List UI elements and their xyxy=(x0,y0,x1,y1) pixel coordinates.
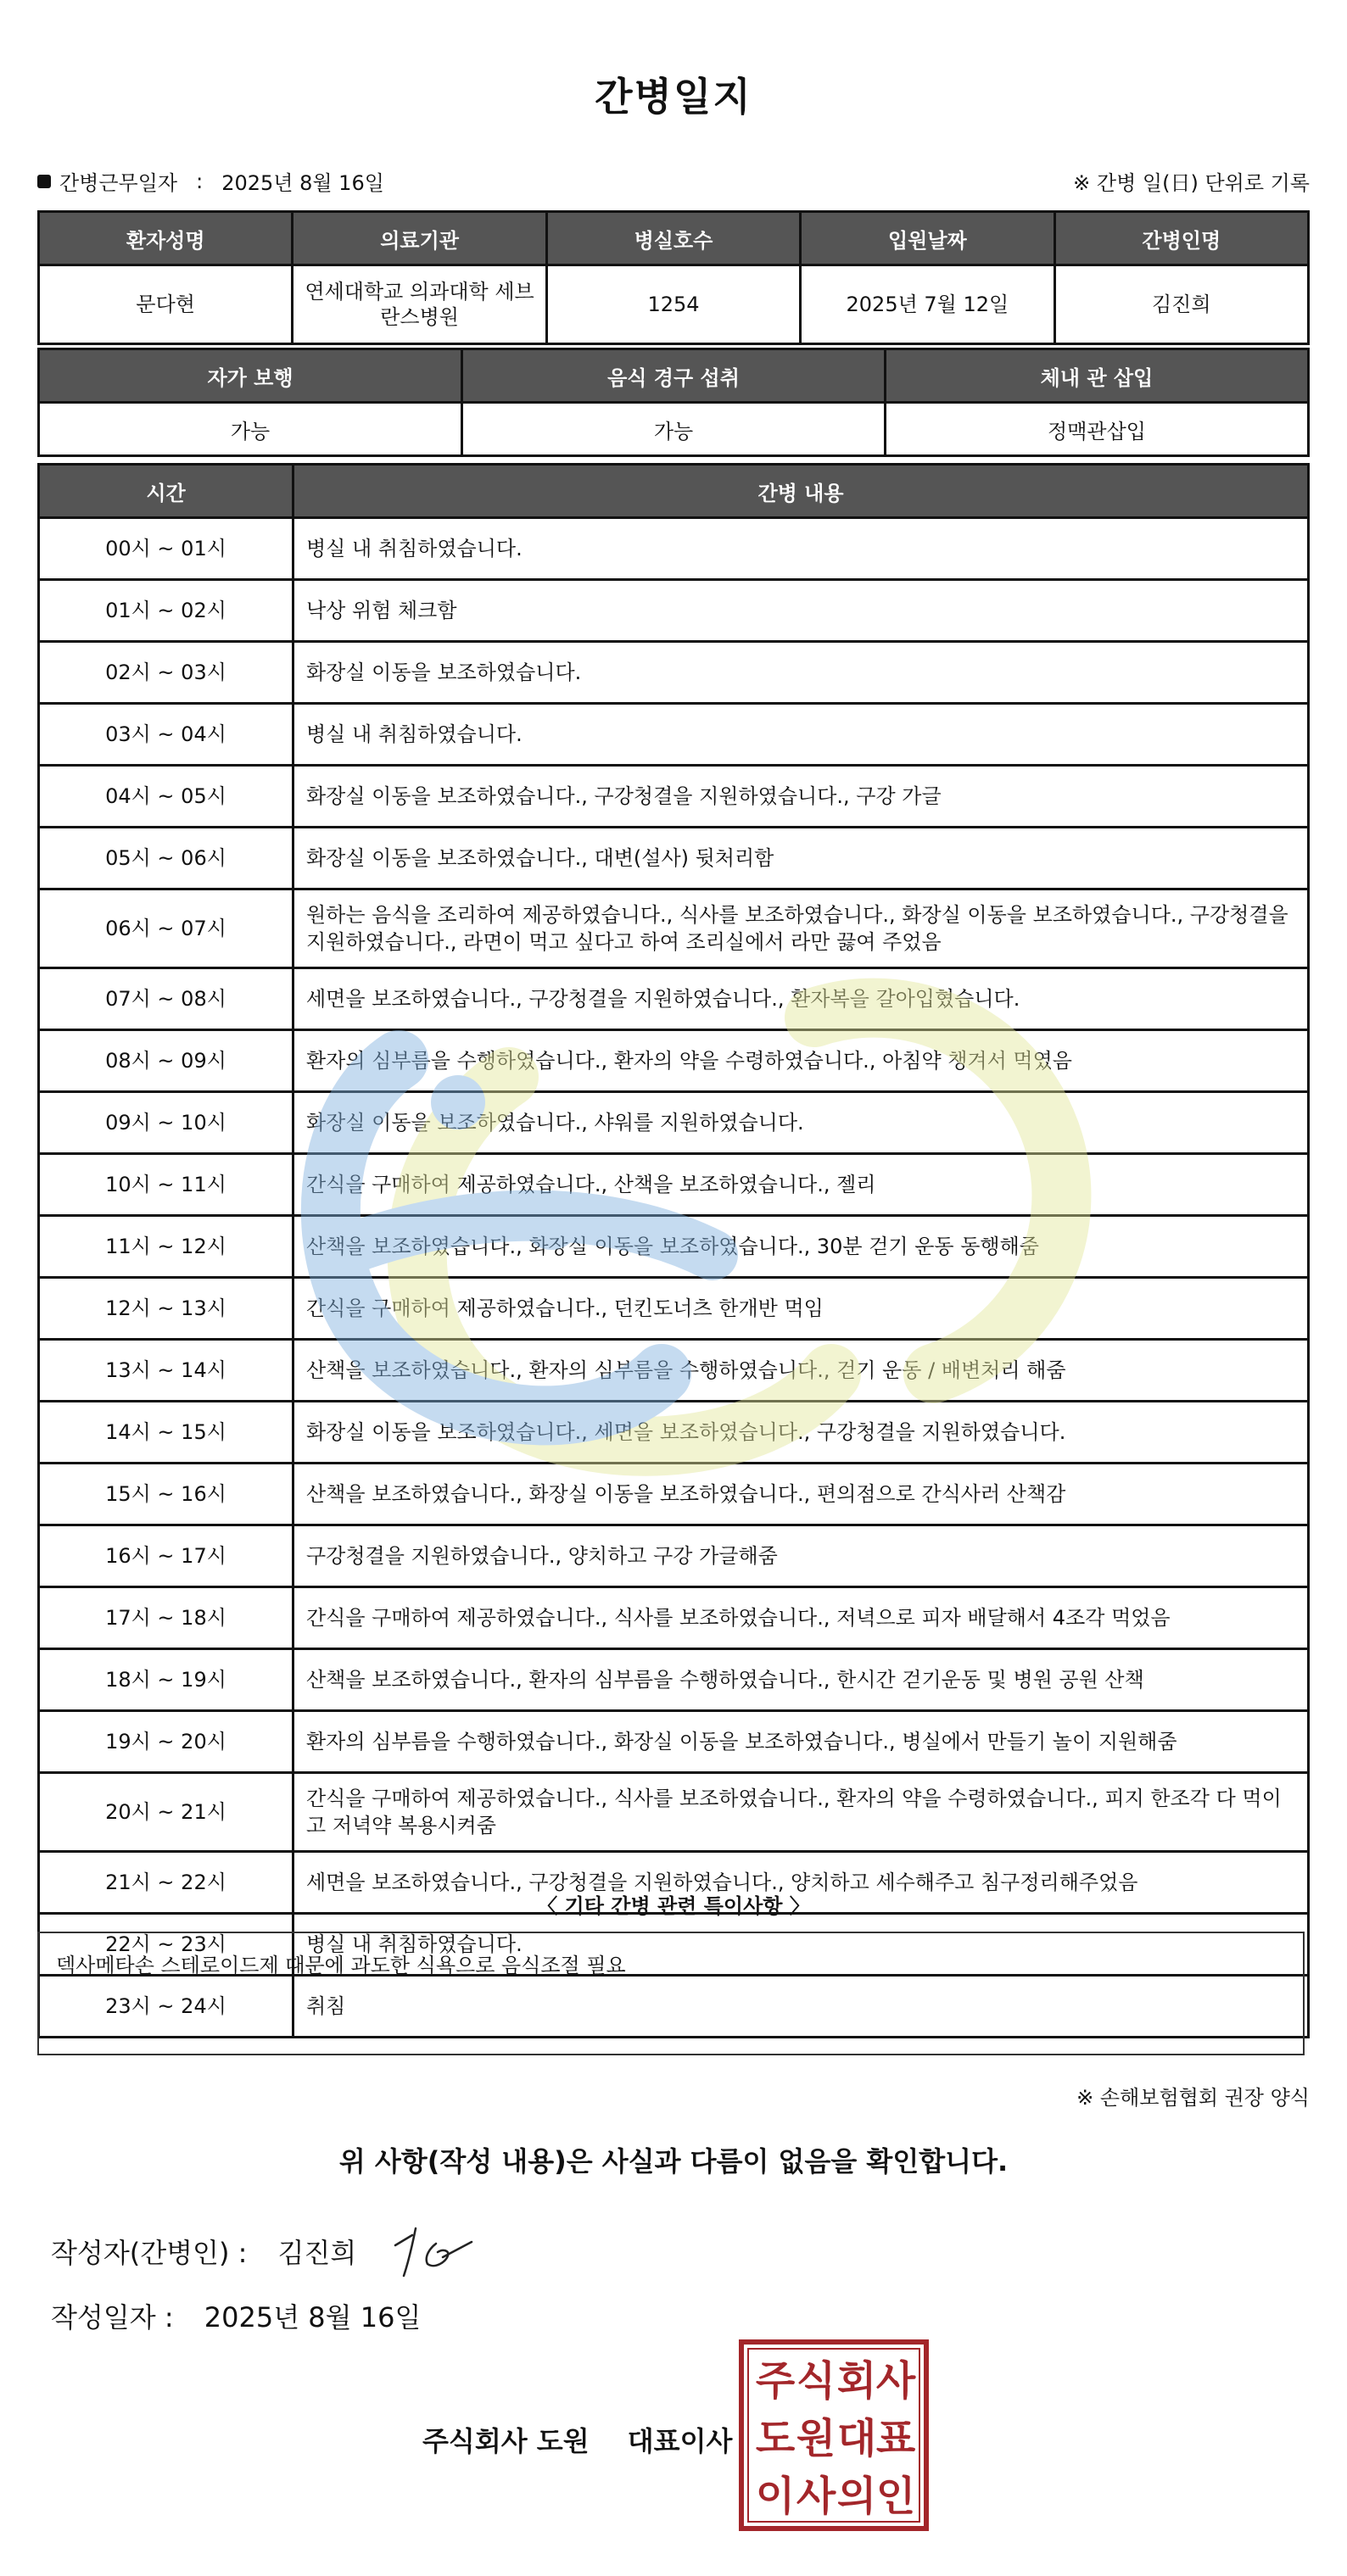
time-cell: 02시 ~ 03시 xyxy=(39,642,293,704)
table-row xyxy=(39,968,1309,1030)
content-cell: 화장실 이동을 보조하였습니다. xyxy=(293,642,1309,704)
patient-info-table xyxy=(37,210,1310,345)
time-cell: 06시 ~ 07시 xyxy=(39,889,293,968)
svg-text:대: 대 xyxy=(836,2415,877,2462)
hospital-name: 연세대학교 의과대학 세브란스병원 xyxy=(293,265,546,344)
svg-text:사: 사 xyxy=(875,2357,916,2405)
patient-info-value-row xyxy=(39,265,1309,344)
unit-note: ※ 간병 일(日) 단위로 기록 xyxy=(1073,171,1310,195)
time-cell: 04시 ~ 05시 xyxy=(39,766,293,828)
svg-text:의: 의 xyxy=(836,2473,877,2520)
time-cell: 23시 ~ 24시 xyxy=(39,1976,293,2038)
content-cell: 원하는 음식을 조리하여 제공하였습니다., 식사를 보조하였습니다., 화장실 이동을 보조하였습니다., 구강청결을 지원하였습니다., 라면이 먹고 싶다고 하여 조리실에서 라만 끓여 주었음 xyxy=(293,889,1309,968)
content-cell: 세면을 보조하였습니다., 구강청결을 지원하였습니다., 양치하고 세수해주고 침구정리해주었음 xyxy=(293,1852,1309,1914)
room-number: 1254 xyxy=(546,265,800,344)
header-hospital: 의료기관 xyxy=(293,212,546,265)
table-row xyxy=(39,1587,1309,1649)
caregiver-name: 김진희 xyxy=(1054,265,1308,344)
table-row xyxy=(39,828,1309,889)
content-cell: 병실 내 취침하였습니다. xyxy=(293,1914,1309,1976)
patient-info-header-row xyxy=(39,212,1309,265)
company-signature-line xyxy=(422,2420,732,2459)
content-cell: 간식을 구매하여 제공하였습니다., 던킨도너츠 한개반 먹임 xyxy=(293,1278,1309,1340)
header-caregiver: 간병인명 xyxy=(1054,212,1308,265)
content-cell: 간식을 구매하여 제공하였습니다., 식사를 보조하였습니다., 환자의 약을 수령하였습니다., 피지 한조각 다 먹이고 저녁약 복용시켜줌 xyxy=(293,1773,1309,1852)
header-oral-intake: 음식 경구 섭취 xyxy=(462,349,886,403)
header-time: 시간 xyxy=(39,465,293,518)
care-log-table xyxy=(37,463,1310,2038)
time-cell: 11시 ~ 12시 xyxy=(39,1216,293,1278)
table-row xyxy=(39,1711,1309,1773)
table-row xyxy=(39,1216,1309,1278)
patient-status-value-row xyxy=(39,403,1309,456)
svg-text:도: 도 xyxy=(755,2415,796,2462)
content-cell: 화장실 이동을 보조하였습니다., 샤워를 지원하였습니다. xyxy=(293,1092,1309,1154)
writer-name: 김진희 xyxy=(277,2237,357,2269)
time-cell: 03시 ~ 04시 xyxy=(39,704,293,766)
svg-text:표: 표 xyxy=(875,2415,916,2462)
content-cell: 병실 내 취침하였습니다. xyxy=(293,704,1309,766)
time-cell: 10시 ~ 11시 xyxy=(39,1154,293,1216)
svg-text:주: 주 xyxy=(755,2357,796,2405)
admission-date: 2025년 7월 12일 xyxy=(801,265,1054,344)
table-row xyxy=(39,1464,1309,1525)
svg-text:회: 회 xyxy=(836,2357,877,2405)
notes-title: 〈 기타 간병 관련 특이사항 〉 xyxy=(537,1894,810,1918)
table-row xyxy=(39,518,1309,580)
header-tube-insertion: 체내 관 삽입 xyxy=(886,349,1309,403)
content-cell: 병실 내 취침하였습니다. xyxy=(293,518,1309,580)
time-cell: 12시 ~ 13시 xyxy=(39,1278,293,1340)
oral-intake-value: 가능 xyxy=(462,403,886,456)
patient-status-table xyxy=(37,348,1310,457)
time-cell: 05시 ~ 06시 xyxy=(39,828,293,889)
notes-box xyxy=(37,1932,1305,2055)
writer-row xyxy=(51,2232,356,2271)
svg-text:사: 사 xyxy=(796,2473,836,2520)
content-cell: 낙상 위험 체크함 xyxy=(293,580,1309,642)
representative-title: 대표이사 xyxy=(627,2425,733,2457)
written-date-label: 작성일자 : xyxy=(51,2301,174,2333)
work-date-separator: : xyxy=(196,169,204,193)
table-row xyxy=(39,1278,1309,1340)
content-cell: 취침 xyxy=(293,1976,1309,2038)
svg-text:이: 이 xyxy=(755,2473,796,2520)
content-cell: 환자의 심부름을 수행하였습니다., 화장실 이동을 보조하였습니다., 병실에서 만들기 놀이 지원해줌 xyxy=(293,1711,1309,1773)
written-date-row xyxy=(51,2296,421,2335)
bullet-square-icon xyxy=(37,175,51,188)
content-cell: 화장실 이동을 보조하였습니다., 세면을 보조하였습니다., 구강청결을 지원하였습니다. xyxy=(293,1402,1309,1464)
content-cell: 산책을 보조하였습니다., 환자의 심부름을 수행하였습니다., 한시간 걷기운동 및 병원 공원 산책 xyxy=(293,1649,1309,1711)
time-cell: 07시 ~ 08시 xyxy=(39,968,293,1030)
tube-insertion-value: 정맥관삽입 xyxy=(886,403,1309,456)
header-self-walking: 자가 보행 xyxy=(39,349,462,403)
content-cell: 간식을 구매하여 제공하였습니다., 식사를 보조하였습니다., 저녁으로 피자 배달해서 4조각 먹었음 xyxy=(293,1587,1309,1649)
content-cell: 세면을 보조하였습니다., 구강청결을 지원하였습니다., 환자복을 갈아입혔습니다. xyxy=(293,968,1309,1030)
time-cell: 08시 ~ 09시 xyxy=(39,1030,293,1092)
time-cell: 20시 ~ 21시 xyxy=(39,1773,293,1852)
table-row xyxy=(39,1525,1309,1587)
table-row xyxy=(39,704,1309,766)
notes-text: 덱사메타손 스테로이드제 때문에 과도한 식욕으로 음식조절 필요 xyxy=(56,1954,626,1977)
header-admission-date: 입원날짜 xyxy=(801,212,1054,265)
header-patient-name: 환자성명 xyxy=(39,212,293,265)
table-row xyxy=(39,1030,1309,1092)
svg-text:원: 원 xyxy=(796,2415,836,2462)
time-cell: 01시 ~ 02시 xyxy=(39,580,293,642)
header-care-content: 간병 내용 xyxy=(293,465,1309,518)
time-cell: 17시 ~ 18시 xyxy=(39,1587,293,1649)
content-cell: 화장실 이동을 보조하였습니다., 구강청결을 지원하였습니다., 구강 가글 xyxy=(293,766,1309,828)
time-cell: 15시 ~ 16시 xyxy=(39,1464,293,1525)
header-room: 병실호수 xyxy=(546,212,800,265)
work-date-label: 간병근무일자 xyxy=(59,171,178,195)
table-row xyxy=(39,580,1309,642)
content-cell: 산책을 보조하였습니다., 화장실 이동을 보조하였습니다., 편의점으로 간식사러 산책감 xyxy=(293,1464,1309,1525)
writer-label: 작성자(간병인) : xyxy=(51,2237,248,2269)
handwritten-signature xyxy=(387,2220,480,2281)
time-cell: 14시 ~ 15시 xyxy=(39,1402,293,1464)
svg-text:식: 식 xyxy=(796,2357,836,2405)
table-row xyxy=(39,1154,1309,1216)
content-cell: 구강청결을 지원하였습니다., 양치하고 구강 가글해줌 xyxy=(293,1525,1309,1587)
confirmation-statement: 위 사항(작성 내용)은 사실과 다름이 없음을 확인합니다. xyxy=(338,2145,1009,2177)
table-row xyxy=(39,1092,1309,1154)
content-cell: 환자의 심부름을 수행하였습니다., 환자의 약을 수령하였습니다., 아침약 챙겨서 먹였음 xyxy=(293,1030,1309,1092)
self-walking-value: 가능 xyxy=(39,403,462,456)
company-name: 주식회사 도원 xyxy=(422,2425,590,2457)
meta-row xyxy=(37,166,1310,197)
time-cell: 00시 ~ 01시 xyxy=(39,518,293,580)
care-log-header-row xyxy=(39,465,1309,518)
table-row xyxy=(39,766,1309,828)
table-row xyxy=(39,1649,1309,1711)
form-source-note: ※ 손해보험협회 권장 양식 xyxy=(1076,2086,1310,2110)
content-cell: 산책을 보조하였습니다., 환자의 심부름을 수행하였습니다., 걷기 운동 / 배변처리 해줌 xyxy=(293,1340,1309,1402)
svg-text:인: 인 xyxy=(875,2473,916,2520)
work-date-value: 2025년 8월 16일 xyxy=(221,171,384,195)
content-cell: 화장실 이동을 보조하였습니다., 대변(설사) 뒷처리함 xyxy=(293,828,1309,889)
table-row xyxy=(39,1773,1309,1852)
document-title: 간병일지 xyxy=(595,74,752,120)
content-cell: 산책을 보조하였습니다., 화장실 이동을 보조하였습니다., 30분 걷기 운동 동행해줌 xyxy=(293,1216,1309,1278)
company-seal-stamp xyxy=(738,2339,930,2532)
time-cell: 18시 ~ 19시 xyxy=(39,1649,293,1711)
patient-status-header-row xyxy=(39,349,1309,403)
table-row xyxy=(39,642,1309,704)
written-date-value: 2025년 8월 16일 xyxy=(204,2301,422,2333)
table-row xyxy=(39,1340,1309,1402)
patient-name: 문다현 xyxy=(39,265,293,344)
time-cell: 19시 ~ 20시 xyxy=(39,1711,293,1773)
table-row xyxy=(39,1402,1309,1464)
time-cell: 09시 ~ 10시 xyxy=(39,1092,293,1154)
work-date xyxy=(37,166,384,196)
table-row xyxy=(39,889,1309,968)
time-cell: 13시 ~ 14시 xyxy=(39,1340,293,1402)
time-cell: 16시 ~ 17시 xyxy=(39,1525,293,1587)
time-cell: 21시 ~ 22시 xyxy=(39,1852,293,1914)
time-cell: 22시 ~ 23시 xyxy=(39,1914,293,1976)
content-cell: 간식을 구매하여 제공하였습니다., 산책을 보조하였습니다., 젤리 xyxy=(293,1154,1309,1216)
